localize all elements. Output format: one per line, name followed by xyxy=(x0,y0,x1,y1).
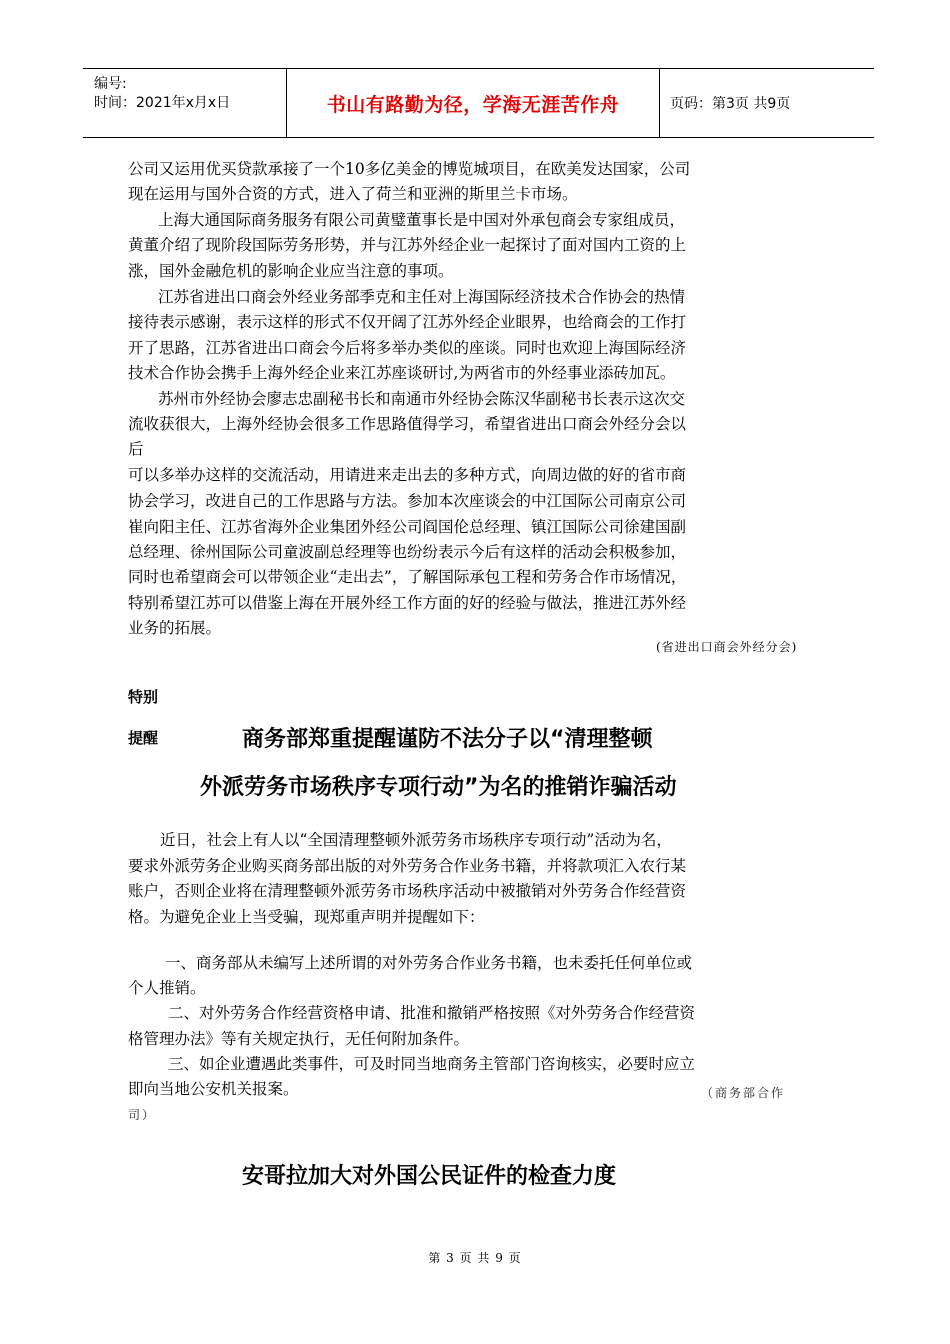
notice-line: 格管理办法》等有关规定执行，无任何附加条件。 xyxy=(128,1030,470,1048)
notice-line: 二、对外劳务合作经营资格申请、批准和撤销严格按照《对外劳务合作经营资 xyxy=(168,1004,696,1022)
notice-line: 个人推销。 xyxy=(128,979,206,997)
notice-source-cont: 司） xyxy=(128,1108,157,1122)
article1-line: 业务的拓展。 xyxy=(128,619,222,637)
article1-line: 总经理、徐州国际公司童波副总经理等也纷纷表示今后有这样的活动会积极参加， xyxy=(128,543,687,561)
number-label: 编号: xyxy=(94,76,127,92)
header-page-info: 页码：第3页 共9页 xyxy=(670,96,791,112)
article1-line: 同时也希望商会可以带领企业“走出去”，了解国际承包工程和劳务合作市场情况， xyxy=(128,568,687,586)
notice-line: 格。为避免企业上当受骗，现郑重声明并提醒如下： xyxy=(128,908,485,926)
notice-tag-reminder: 提醒 xyxy=(128,729,159,747)
notice-title-line1: 商务部郑重提醒谨防不法分子以“清理整顿 xyxy=(242,727,653,752)
header-meta-cell xyxy=(83,69,287,137)
article1-line: 江苏省进出口商会外经业务部季克和主任对上海国际经济技术合作协会的热情 xyxy=(158,288,686,306)
notice-line: 近日，社会上有人以“全国清理整顿外派劳务市场秩序专项行动”活动为名， xyxy=(160,831,672,849)
notice-line: 账户，否则企业将在清理整顿外派劳务市场秩序活动中被撤销对外劳务合作经营资 xyxy=(128,882,687,900)
notice-title-line2: 外派劳务市场秩序专项行动”为名的推销诈骗活动 xyxy=(200,775,677,800)
article1-line: 涨，国外金融危机的影响企业应当注意的事项。 xyxy=(128,262,454,280)
notice-tag-special: 特别 xyxy=(128,688,159,706)
article1-line: 后 xyxy=(128,440,144,458)
article1-line: 特别希望江苏可以借鉴上海在开展外经工作方面的好的经验与做法，推进江苏外经 xyxy=(128,594,687,612)
header-motto: 书山有路勤为径，学海无涯苦作舟 xyxy=(287,69,660,137)
page-header xyxy=(83,68,874,138)
article1-line: 开了思路，江苏省进出口商会今后将多举办类似的座谈。同时也欢迎上海国际经济 xyxy=(128,339,687,357)
notice-line: 一、商务部从未编写上述所谓的对外劳务合作业务书籍，也未委托任何单位或 xyxy=(165,954,693,972)
article1-line: 黄董介绍了现阶段国际劳务形势，并与江苏外经企业一起探讨了面对国内工资的上 xyxy=(128,236,687,254)
article2-title: 安哥拉加大对外国公民证件的检查力度 xyxy=(242,1164,617,1189)
notice-line: 即向当地公安机关报案。 xyxy=(128,1080,299,1098)
notice-line: 要求外派劳务企业购买商务部出版的对外劳务合作业务书籍，并将款项汇入农行某 xyxy=(128,857,687,875)
article1-line: 接待表示感谢，表示这样的形式不仅开阔了江苏外经企业眼界，也给商会的工作打 xyxy=(128,313,687,331)
article1-line: 上海大通国际商务服务有限公司黄璧董事长是中国对外承包商会专家组成员， xyxy=(158,211,686,229)
notice-source: （商务部合作 xyxy=(701,1086,786,1100)
article1-line: 崔向阳主任、江苏省海外企业集团外经公司阎国伦总经理、镇江国际公司徐建国副 xyxy=(128,518,687,536)
time-label: 时间：2021年x月x日 xyxy=(94,95,231,111)
article1-source: (省进出口商会外经分会) xyxy=(656,640,798,654)
article1-line: 可以多举办这样的交流活动，用请进来走出去的多种方式，向周边做的好的省市商 xyxy=(128,466,687,484)
article1-line: 现在运用与国外合资的方式，进入了荷兰和亚洲的斯里兰卡市场。 xyxy=(128,185,578,203)
article1-line: 苏州市外经协会廖志忠副秘书长和南通市外经协会陈汉华副秘书长表示这次交 xyxy=(158,390,686,408)
article1-line: 公司又运用优买贷款承接了一个10多亿美金的博览城项目，在欧美发达国家，公司 xyxy=(128,160,691,178)
article1-line: 流收获很大，上海外经协会很多工作思路值得学习，希望省进出口商会外经分会以 xyxy=(128,415,687,433)
notice-line: 三、如企业遭遇此类事件，可及时同当地商务主管部门咨询核实，必要时应立 xyxy=(168,1055,696,1073)
article1-line: 协会学习，改进自己的工作思路与方法。参加本次座谈会的中江国际公司南京公司 xyxy=(128,492,687,510)
page-footer: 第 3 页 共 9 页 xyxy=(428,1251,522,1265)
article1-line: 技术合作协会携手上海外经企业来江苏座谈研讨,为两省市的外经事业添砖加瓦。 xyxy=(128,364,676,382)
